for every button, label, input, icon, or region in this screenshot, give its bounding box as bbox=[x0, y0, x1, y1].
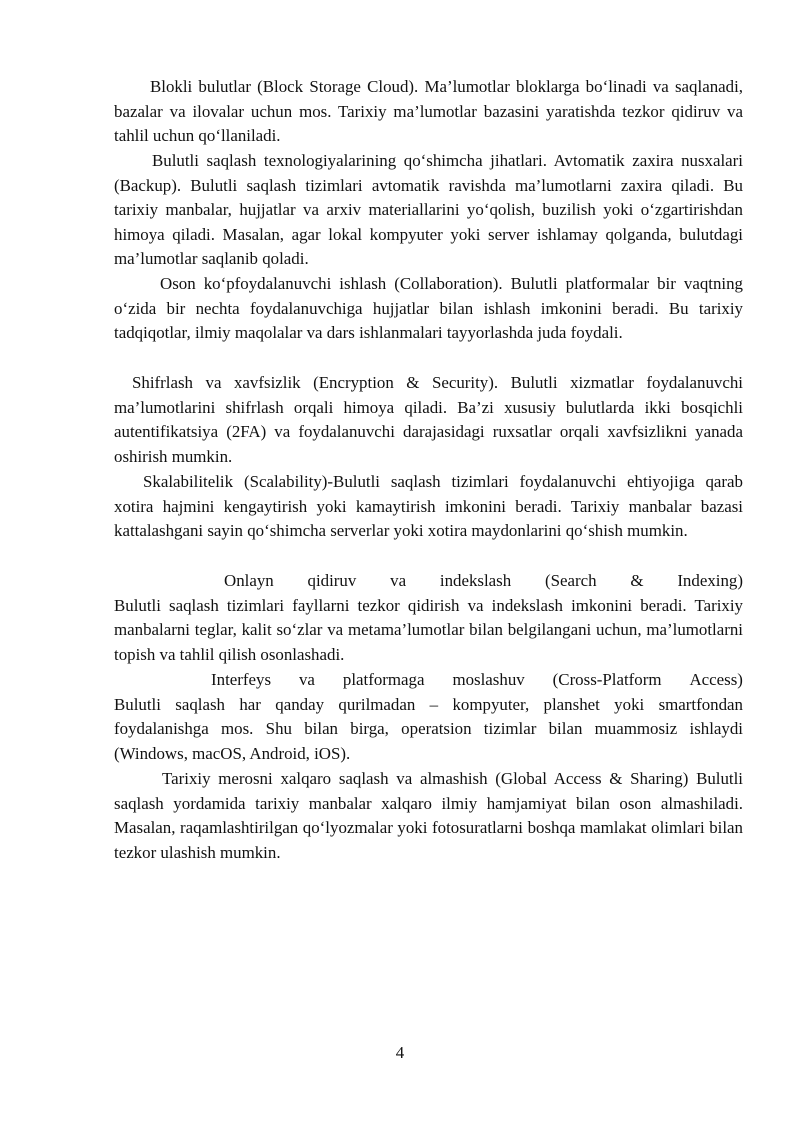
heading-word: & bbox=[630, 571, 644, 590]
page-number: 4 bbox=[395, 1043, 405, 1062]
heading-word: va bbox=[390, 571, 407, 590]
paragraph-scalability: Skalabilitelik (Scalability)-Bulutli saqlash tizimlari foydalanuvchi ehtiyojiga qarab xotira hajmini kengaytirish yoki kamaytirish imkonini beradi. Tarixiy manbalar bazasi kattalashgani sayin qo‘shimcha serverlar yoki xotira maydonlarini qo‘shish mumkin. bbox=[114, 472, 743, 541]
paragraph-backup: Bulutli saqlash texnologiyalarining qo‘shimcha jihatlari. Avtomatik zaxira nusxalari (Backup). Bulutli saqlash tizimlari avtomatik ravishda ma’lumotlarni zaxira qiladi. Bu tarixiy manbalar, hujjatlar va arxiv materiallarini yo‘qolish, buzilish yoki o‘zgartirishdan himoya qiladi. Masalan, agar lokal kompyuter yoki server ishlamay qolganda, bulutdagi ma’lumotlar saqlanib qoladi. bbox=[114, 151, 743, 269]
heading-word: (Cross-Platform bbox=[552, 670, 662, 689]
heading-word: Access) bbox=[689, 670, 743, 689]
paragraph-heading-search-indexing bbox=[114, 569, 743, 594]
paragraph-body: Bulutli saqlash har qanday qurilmadan – kompyuter, planshet yoki smartfondan foydalanishga mos. Shu bilan birga, operatsion tizimlar bilan muammosiz ishlaydi (Windows, macOS, Android, iOS). bbox=[114, 694, 743, 763]
heading-word: va bbox=[298, 670, 315, 689]
heading-word: Indexing) bbox=[677, 571, 743, 590]
paragraph-cross-platform bbox=[114, 668, 743, 766]
heading-word: moslashuv bbox=[452, 670, 525, 689]
heading-word: (Search bbox=[544, 571, 597, 590]
heading-word: Interfeys bbox=[211, 670, 272, 689]
paragraph-global-sharing: Tarixiy merosni xalqaro saqlash va almashish (Global Access & Sharing) Bulutli saqlash yordamida tarixiy manbalar xalqaro ilmiy hamjamiyat bilan oson almashiladi. Masalan, raqamlashtirilgan qo‘lyozmalar yoki fotosuratlarni boshqa mamlakat olimlari bilan tezkor ulashish mumkin. bbox=[114, 769, 743, 862]
paragraph-block-storage: Blokli bulutlar (Block Storage Cloud). Ma’lumotlar bloklarga bo‘linadi va saqlanadi, bazalar va ilovalar uchun mos. Tarixiy ma’lumotlar bazasini yaratishda tezkor qidiruv va tahlil uchun qo‘llaniladi. bbox=[114, 77, 743, 146]
heading-word: qidiruv bbox=[307, 571, 357, 590]
paragraph-heading-cross-platform bbox=[114, 668, 743, 693]
paragraph-security: Shifrlash va xavfsizlik (Encryption & Security). Bulutli xizmatlar foydalanuvchi ma’lumotlarini shifrlash orqali himoya qiladi. Ba’zi xususiy bulutlarda ikki bosqichli autentifikatsiya (2FA) va foydalanuvchi darajasidagi ruxsatlar orqali xavfsizlikni yanada oshirish mumkin. bbox=[114, 373, 743, 466]
paragraph-search-indexing bbox=[114, 569, 743, 667]
heading-word: indekslash bbox=[439, 571, 512, 590]
paragraph-body: Bulutli saqlash tizimlari fayllarni tezkor qidirish va indekslash imkonini beradi. Tarixiy manbalarni teglar, kalit so‘zlar va metama’lumotlar bilan belgilangani uchun, ma’lumotlarni topish va tahlil qilish osonlashadi. bbox=[114, 595, 743, 664]
paragraph-collaboration: Oson ko‘pfoydalanuvchi ishlash (Collaboration). Bulutli platformalar bir vaqtning o‘zida bir nechta foydalanuvchiga hujjatlar bilan ishlash imkonini beradi. Bu tarixiy tadqiqotlar, ilmiy maqolalar va dars ishlanmalari tayyorlashda juda foydali. bbox=[114, 274, 743, 343]
heading-word: platformaga bbox=[342, 670, 425, 689]
heading-word: Onlayn bbox=[224, 571, 274, 590]
